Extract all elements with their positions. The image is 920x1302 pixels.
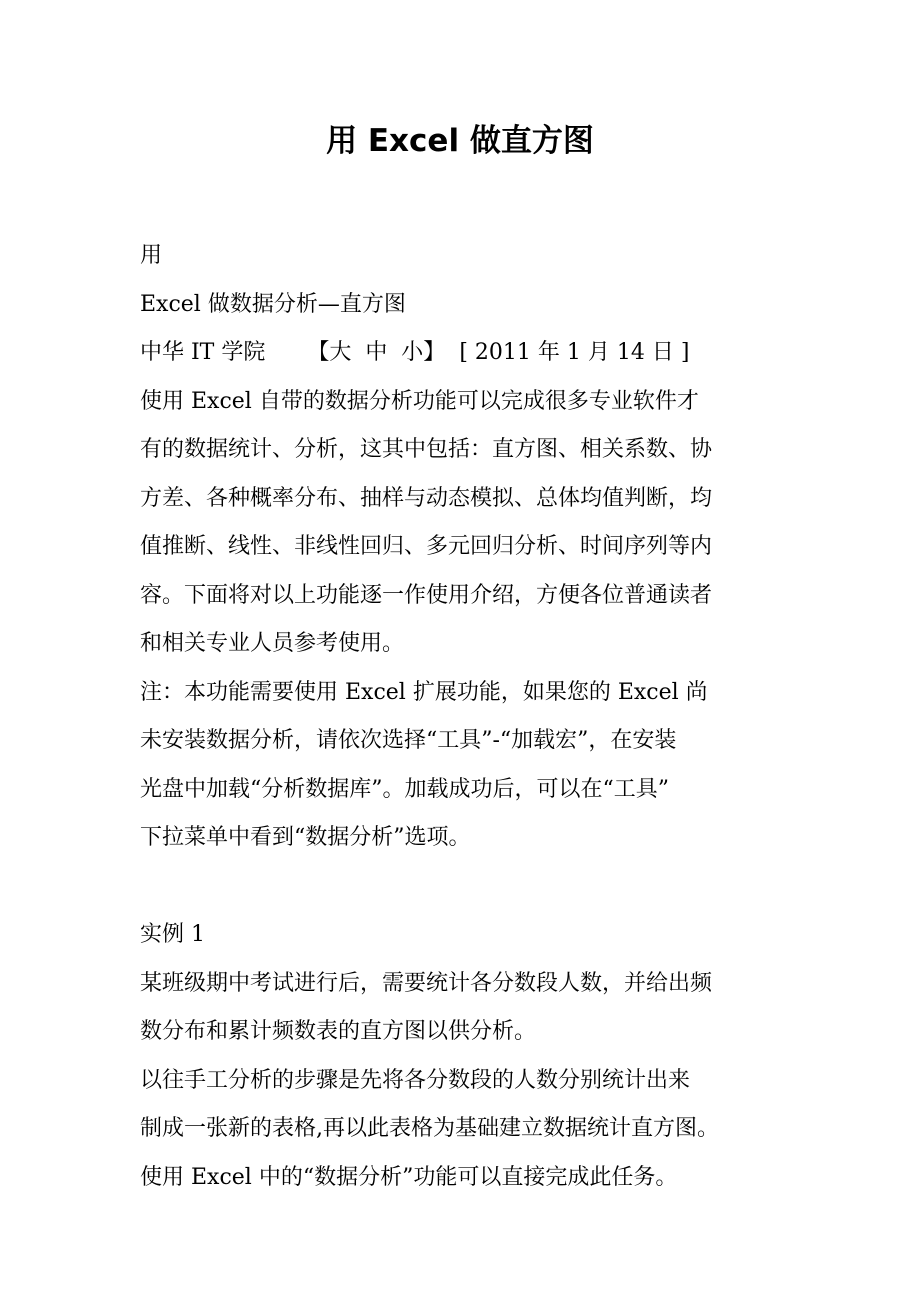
paragraph-1-line: 容。下面将对以上功能逐一作使用介绍，方便各位普通读者 <box>140 582 713 608</box>
blank-line <box>140 863 790 912</box>
example-paragraph-line: 某班级期中考试进行后，需要统计各分数段人数，并给出频 <box>140 970 713 996</box>
paragraph-1-line: 有的数据统计、分析，这其中包括：直方图、相关系数、协 <box>140 437 713 462</box>
paragraph-1-line: 使用 Excel 自带的数据分析功能可以完成很多专业软件才 <box>140 388 699 414</box>
example-paragraph-line: 数分布和累计频数表的直方图以供分析。 <box>140 1019 537 1044</box>
intro-line-1: 用 <box>140 243 163 268</box>
intro-line-2: Excel 做数据分析—直方图 <box>140 291 406 317</box>
publish-date: [ 2011 年 1 月 14 日 ] <box>459 340 690 365</box>
source-label: 中华 IT 学院 <box>140 340 266 365</box>
note-paragraph-line: 光盘中加载“分析数据库”。加载成功后，可以在“工具” <box>140 776 669 802</box>
manual-steps-line: 制成一张新的表格,再以此表格为基础建立数据统计直方图。 <box>140 1116 719 1141</box>
example-heading: 实例 1 <box>140 922 205 947</box>
byline <box>140 329 790 378</box>
note-paragraph-line: 注：本功能需要使用 Excel 扩展功能，如果您的 Excel 尚 <box>140 679 708 705</box>
document-title: 用 Excel 做直方图 <box>326 123 594 159</box>
paragraph-1-line: 和相关专业人员参考使用。 <box>140 631 405 656</box>
paragraph-1-line: 方差、各种概率分布、抽样与动态模拟、总体均值判断，均 <box>140 485 713 511</box>
paragraph-1-line: 值推断、线性、非线性回归、多元回归分析、时间序列等内 <box>140 534 713 559</box>
excel-method-line: 使用 Excel 中的“数据分析”功能可以直接完成此任务。 <box>140 1164 678 1190</box>
font-size-controls[interactable]: 【大 中 小】 <box>307 340 446 365</box>
note-paragraph-line: 未安装数据分析，请依次选择“工具”-“加载宏”，在安装 <box>140 728 677 753</box>
document-body <box>140 232 790 1202</box>
manual-steps-line: 以往手工分析的步骤是先将各分数段的人数分别统计出来 <box>140 1067 691 1093</box>
note-paragraph-line: 下拉菜单中看到“数据分析”选项。 <box>140 825 471 850</box>
